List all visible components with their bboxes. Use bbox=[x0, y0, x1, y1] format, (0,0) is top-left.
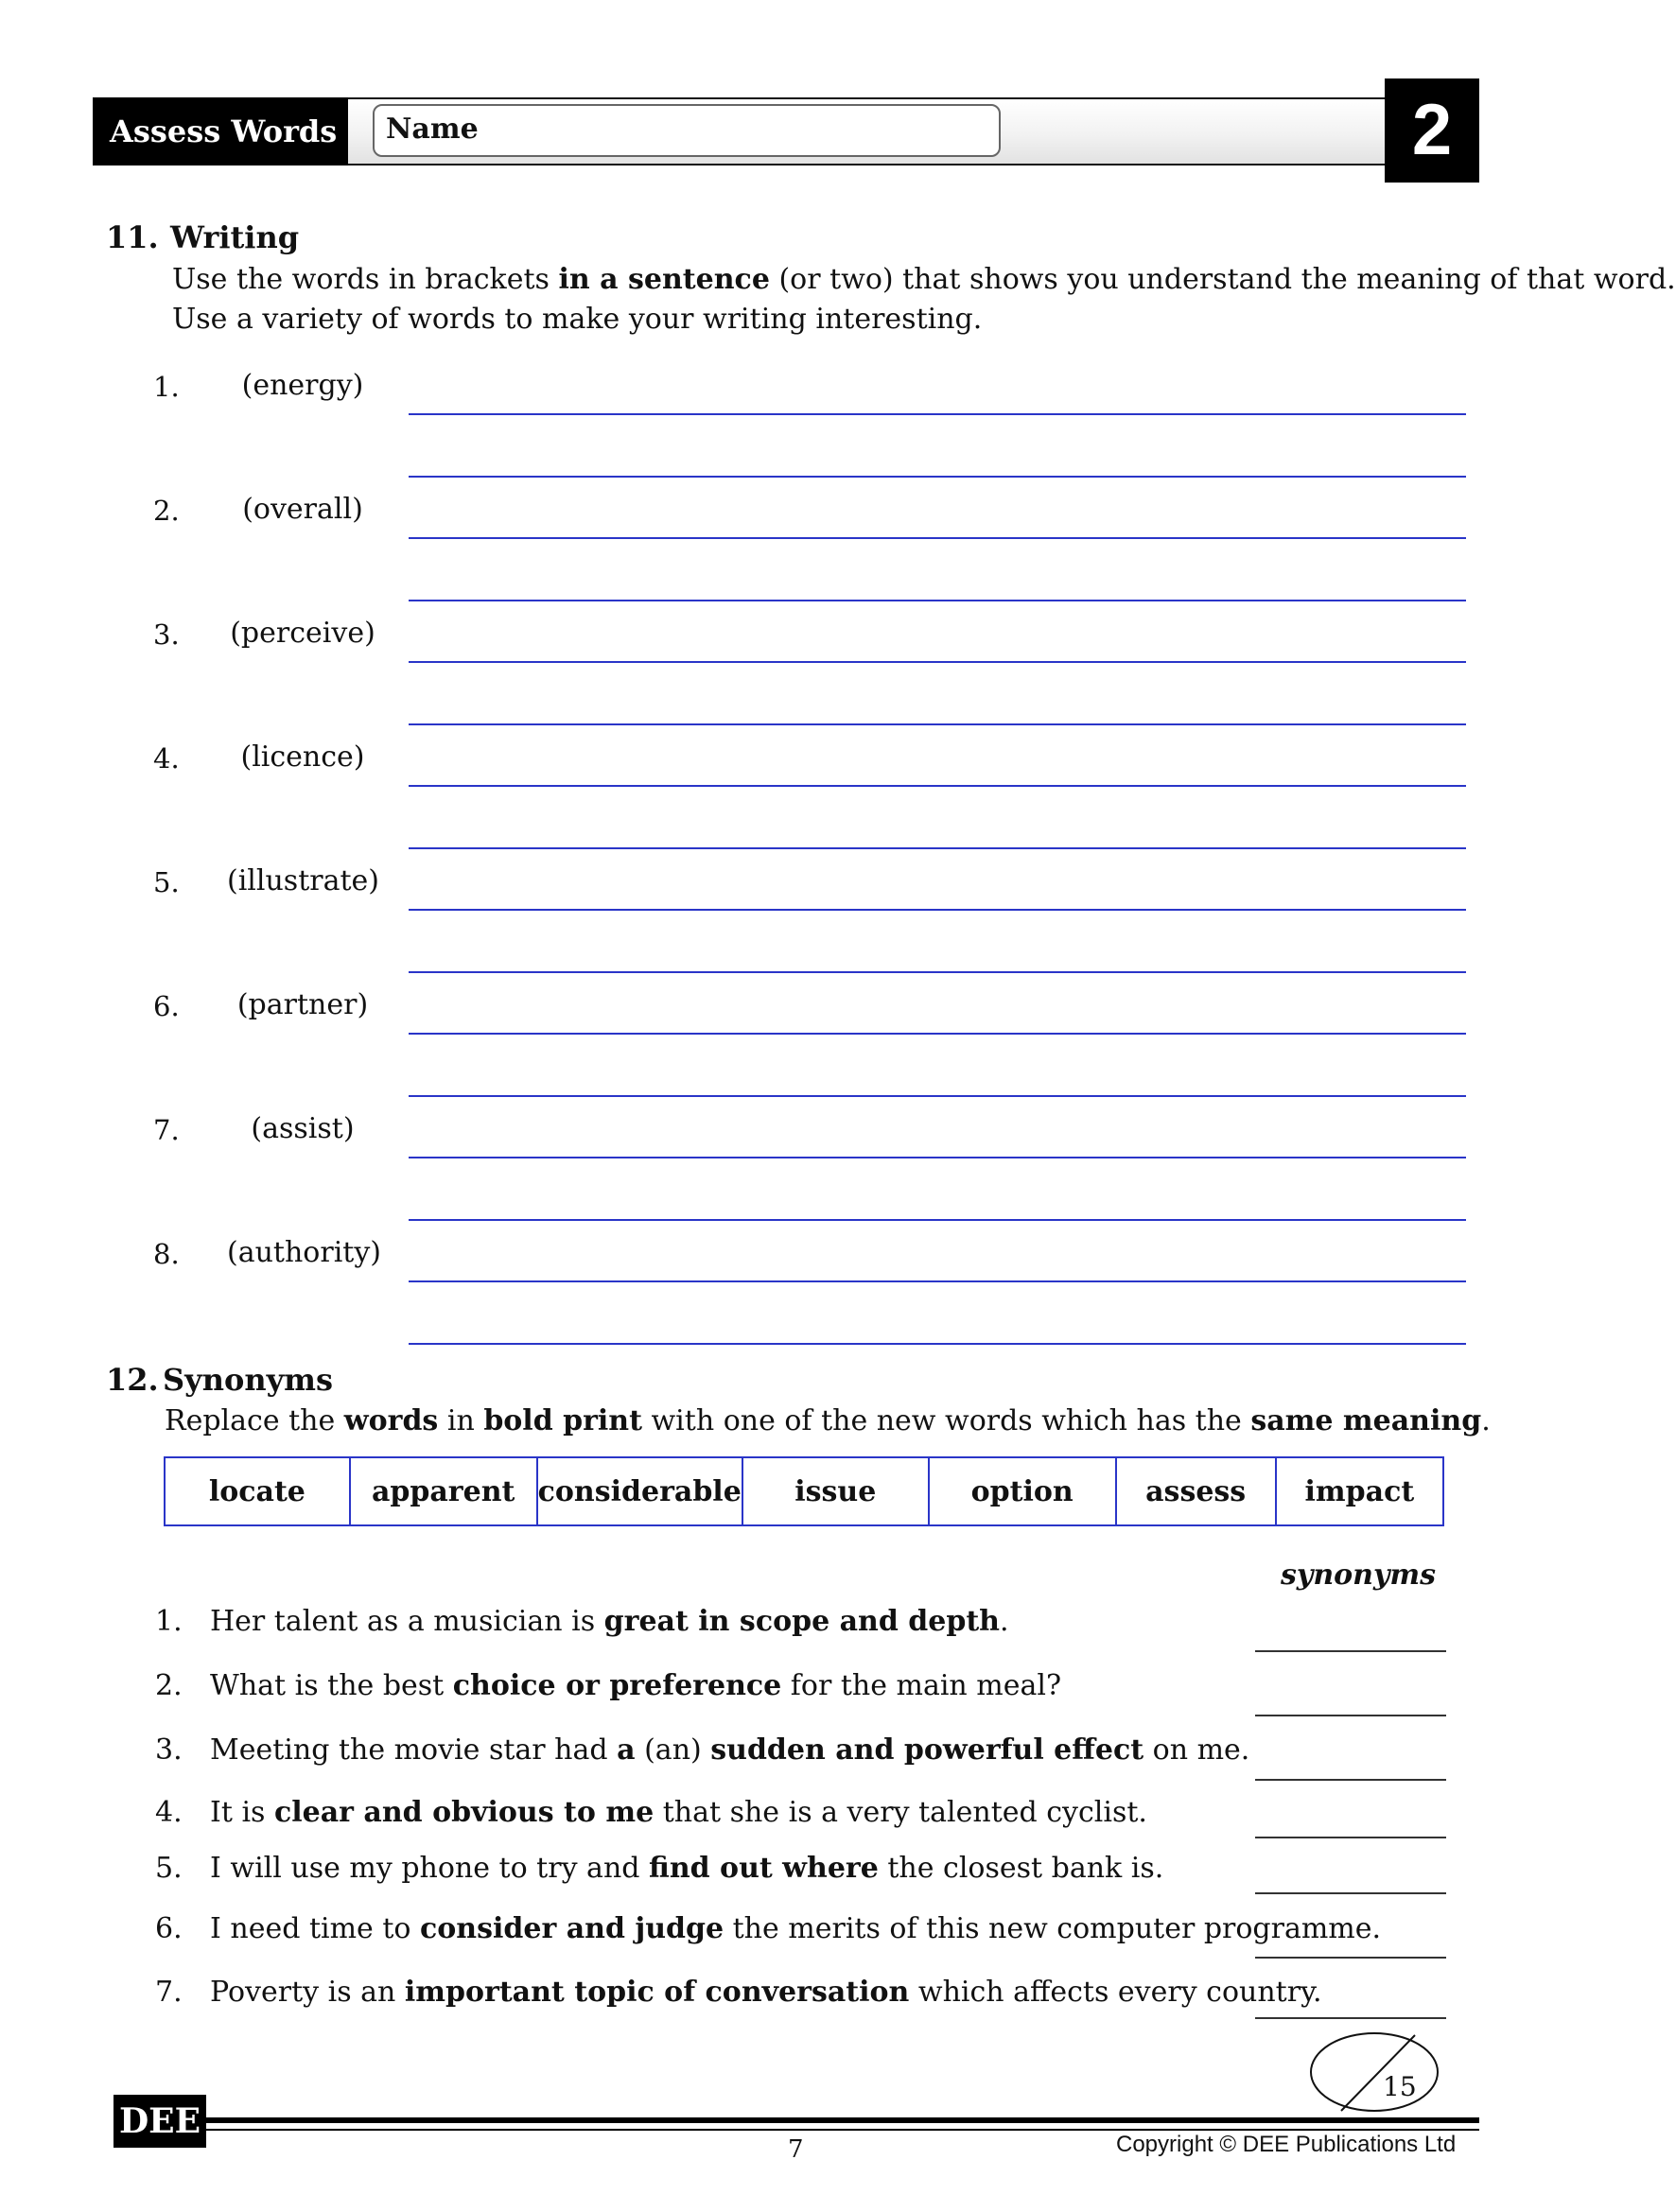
writing-line[interactable] bbox=[409, 476, 1466, 478]
writing-item-word: (illustrate) bbox=[227, 864, 380, 897]
word-bank-cell: apparent bbox=[350, 1457, 537, 1525]
writing-item-number: 5. bbox=[153, 866, 180, 898]
writing-item-number: 8. bbox=[153, 1238, 180, 1270]
footer-rule bbox=[206, 2117, 1479, 2123]
word-bank-cell: issue bbox=[742, 1457, 929, 1525]
synonym-sentence: 7. Poverty is an important topic of conversation which affects every country. bbox=[155, 1976, 1322, 2009]
synonym-sentence: 1. Her talent as a musician is great in scope and depth. bbox=[155, 1605, 1009, 1638]
synonym-answer-line[interactable] bbox=[1255, 1650, 1446, 1652]
word-bank-cell: option bbox=[929, 1457, 1116, 1525]
synonym-answer-line[interactable] bbox=[1255, 1779, 1446, 1781]
writing-line[interactable] bbox=[409, 785, 1466, 787]
writing-item-word: (overall) bbox=[242, 493, 363, 526]
word-bank-cell: assess bbox=[1116, 1457, 1276, 1525]
writing-item-number: 6. bbox=[153, 990, 180, 1022]
copyright-text: Copyright © DEE Publications Ltd bbox=[1116, 2132, 1457, 2157]
synonym-answer-line[interactable] bbox=[1255, 1837, 1446, 1838]
writing-line[interactable] bbox=[409, 1157, 1466, 1158]
writing-line[interactable] bbox=[409, 971, 1466, 973]
writing-item-number: 7. bbox=[153, 1114, 180, 1146]
synonym-answer-line[interactable] bbox=[1255, 1892, 1446, 1894]
writing-item-word: (licence) bbox=[240, 740, 365, 774]
synonym-sentence: 2. What is the best choice or preference for the main meal? bbox=[155, 1669, 1062, 1702]
synonym-sentence: 3. Meeting the movie star had a (an) sudden and powerful effect on me. bbox=[155, 1733, 1250, 1767]
writing-item-word: (partner) bbox=[236, 988, 369, 1021]
section-11-instruction: Use the words in brackets in a sentence (or two) that shows you understand the meaning of that word. bbox=[172, 263, 1676, 296]
footer-rule-thin bbox=[206, 2129, 1479, 2131]
synonym-sentence: 5. I will use my phone to try and find out where the closest bank is. bbox=[155, 1852, 1164, 1885]
writing-item-word: (perceive) bbox=[230, 617, 375, 650]
section-12-title: Synonyms bbox=[163, 1362, 334, 1398]
synonym-answer-line[interactable] bbox=[1255, 1715, 1446, 1716]
section-12-number: 12. bbox=[106, 1362, 159, 1398]
page-number: 7 bbox=[788, 2135, 804, 2164]
section-11-number: 11. bbox=[106, 219, 159, 255]
section-11-instruction-line2: Use a variety of words to make your writing interesting. bbox=[172, 303, 983, 336]
writing-line[interactable] bbox=[409, 1219, 1466, 1221]
writing-line[interactable] bbox=[409, 661, 1466, 663]
writing-item-word: (energy) bbox=[241, 369, 364, 402]
writing-line[interactable] bbox=[409, 600, 1466, 601]
writing-item-word: (authority) bbox=[227, 1236, 381, 1269]
writing-line[interactable] bbox=[409, 723, 1466, 725]
score-circle-icon bbox=[1309, 2031, 1440, 2113]
name-field[interactable]: Name bbox=[373, 104, 1001, 157]
writing-item-number: 1. bbox=[153, 371, 180, 403]
worksheet-title: Assess Words 8 bbox=[93, 97, 348, 165]
writing-line[interactable] bbox=[409, 847, 1466, 849]
writing-item-number: 3. bbox=[153, 618, 180, 651]
synonym-answer-line[interactable] bbox=[1255, 1957, 1446, 1959]
writing-line[interactable] bbox=[409, 1033, 1466, 1035]
writing-item-word: (assist) bbox=[251, 1112, 355, 1145]
synonym-sentence: 6. I need time to consider and judge the merits of this new computer programme. bbox=[155, 1912, 1382, 1945]
writing-line[interactable] bbox=[409, 1280, 1466, 1282]
writing-line[interactable] bbox=[409, 1095, 1466, 1097]
word-bank-cell: considerable bbox=[537, 1457, 742, 1525]
section-12-instruction: Replace the words in bold print with one of the new words which has the same meaning. bbox=[165, 1404, 1491, 1437]
word-bank-cell: locate bbox=[165, 1457, 350, 1525]
writing-item-number: 4. bbox=[153, 742, 180, 775]
publisher-logo: DEE bbox=[113, 2095, 206, 2148]
writing-line[interactable] bbox=[409, 413, 1466, 415]
word-bank-table bbox=[164, 1456, 1444, 1526]
synonym-sentence: 4. It is clear and obvious to me that she is a very talented cyclist. bbox=[155, 1796, 1147, 1829]
word-bank-cell: impact bbox=[1276, 1457, 1443, 1525]
unit-number-badge: 2 bbox=[1385, 78, 1479, 183]
writing-line[interactable] bbox=[409, 909, 1466, 911]
writing-line[interactable] bbox=[409, 537, 1466, 539]
writing-item-number: 2. bbox=[153, 495, 180, 527]
writing-line[interactable] bbox=[409, 1343, 1466, 1345]
score-total: 15 bbox=[1383, 2071, 1417, 2102]
section-11-title: Writing bbox=[170, 219, 300, 255]
synonyms-column-label: synonyms bbox=[1281, 1559, 1437, 1592]
synonym-answer-line[interactable] bbox=[1255, 2017, 1446, 2019]
